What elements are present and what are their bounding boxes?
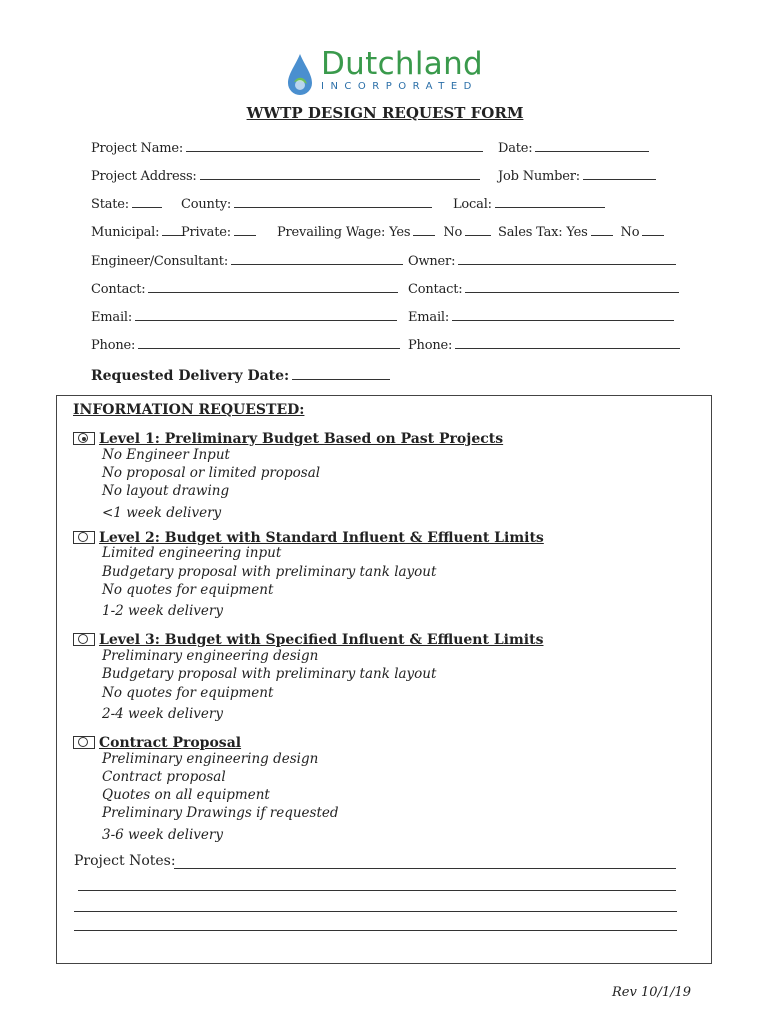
option-contract-proposal[interactable] [73, 732, 241, 751]
state-field[interactable] [91, 197, 162, 212]
information-requested-heading: INFORMATION REQUESTED: [73, 402, 305, 418]
form-title: WWTP DESIGN REQUEST FORM [246, 104, 524, 122]
company-logo [285, 46, 500, 98]
option-3-item: No quotes for equipment [102, 685, 274, 701]
option-4-item: Contract proposal [102, 769, 226, 785]
option-3-item: Preliminary engineering design [102, 648, 319, 664]
sales-tax-field[interactable] [498, 225, 664, 240]
private-field[interactable] [181, 225, 256, 240]
option-4-item: Preliminary engineering design [102, 751, 319, 767]
contact-label-left: Contact: [91, 282, 146, 297]
option-2-item: No quotes for equipment [102, 582, 274, 598]
option-1-item: No proposal or limited proposal [102, 465, 321, 481]
private-label: Private: [181, 225, 231, 240]
option-2-delivery: 1-2 week delivery [102, 603, 223, 619]
engineer-field[interactable] [91, 254, 403, 269]
option-4-item: Quotes on all equipment [102, 787, 270, 803]
logo-subtitle: INCORPORATED [321, 81, 478, 92]
contact-field-left[interactable] [91, 282, 398, 297]
municipal-label: Municipal: [91, 225, 160, 240]
local-field[interactable] [453, 197, 605, 212]
option-3-delivery: 2-4 week delivery [102, 706, 223, 722]
phone-label-left: Phone: [91, 338, 136, 353]
option-contract-proposal-label: Contract Proposal [99, 735, 242, 751]
local-label: Local: [453, 197, 492, 212]
project-notes-line[interactable] [174, 868, 676, 869]
job-number-field[interactable] [498, 169, 656, 184]
requested-delivery-label: Requested Delivery Date: [91, 368, 290, 384]
email-field-left[interactable] [91, 310, 397, 325]
job-number-label: Job Number: [498, 169, 580, 184]
prevailing-wage-no-label: No [443, 225, 463, 240]
option-4-delivery: 3-6 week delivery [102, 827, 223, 843]
contact-field-right[interactable] [408, 282, 679, 297]
option-2-item: Budgetary proposal with preliminary tank layout [102, 564, 437, 580]
requested-delivery-field[interactable] [91, 368, 390, 384]
contact-label-right: Contact: [408, 282, 463, 297]
logo-name: Dutchland [321, 46, 483, 82]
project-name-field[interactable] [91, 141, 483, 156]
county-field[interactable] [181, 197, 432, 212]
option-level-1-label: Level 1: Preliminary Budget Based on Past Projects [99, 431, 504, 447]
option-1-item: No Engineer Input [102, 447, 230, 463]
date-label: Date: [498, 141, 533, 156]
email-label-left: Email: [91, 310, 133, 325]
option-level-3[interactable] [73, 629, 543, 648]
phone-field-left[interactable] [91, 338, 400, 353]
engineer-label: Engineer/Consultant: [91, 254, 228, 269]
radio-selected-icon[interactable] [73, 432, 95, 445]
prevailing-wage-label: Prevailing Wage: Yes [277, 225, 411, 240]
project-notes-line[interactable] [74, 930, 677, 931]
owner-field[interactable] [408, 254, 676, 269]
state-label: State: [91, 197, 129, 212]
option-1-item: No layout drawing [102, 483, 230, 499]
county-label: County: [181, 197, 232, 212]
phone-label-right: Phone: [408, 338, 453, 353]
email-field-right[interactable] [408, 310, 674, 325]
option-level-2[interactable] [73, 527, 544, 546]
phone-field-right[interactable] [408, 338, 680, 353]
revision-label: Rev 10/1/19 [612, 985, 692, 1000]
owner-label: Owner: [408, 254, 456, 269]
project-address-label: Project Address: [91, 169, 197, 184]
project-notes-line[interactable] [74, 911, 677, 912]
project-address-field[interactable] [91, 169, 480, 184]
option-2-item: Limited engineering input [102, 545, 282, 561]
option-level-2-label: Level 2: Budget with Standard Influent & Effluent Limits [99, 530, 544, 546]
water-drop-icon [285, 52, 315, 98]
radio-unselected-icon[interactable] [73, 531, 95, 544]
sales-tax-label: Sales Tax: Yes [498, 225, 588, 240]
project-notes-line[interactable] [78, 890, 676, 891]
radio-unselected-icon[interactable] [73, 736, 95, 749]
option-3-item: Budgetary proposal with preliminary tank layout [102, 666, 437, 682]
municipal-field[interactable] [91, 225, 184, 240]
prevailing-wage-field[interactable] [277, 225, 491, 240]
option-1-delivery: <1 week delivery [102, 505, 222, 521]
option-4-item: Preliminary Drawings if requested [102, 805, 339, 821]
email-label-right: Email: [408, 310, 450, 325]
option-level-1[interactable] [73, 428, 503, 447]
date-field[interactable] [498, 141, 649, 156]
sales-tax-no-label: No [620, 225, 640, 240]
option-level-3-label: Level 3: Budget with Specified Influent & Effluent Limits [99, 632, 544, 648]
radio-unselected-icon[interactable] [73, 633, 95, 646]
project-notes-label: Project Notes: [74, 853, 176, 869]
project-name-label: Project Name: [91, 141, 184, 156]
